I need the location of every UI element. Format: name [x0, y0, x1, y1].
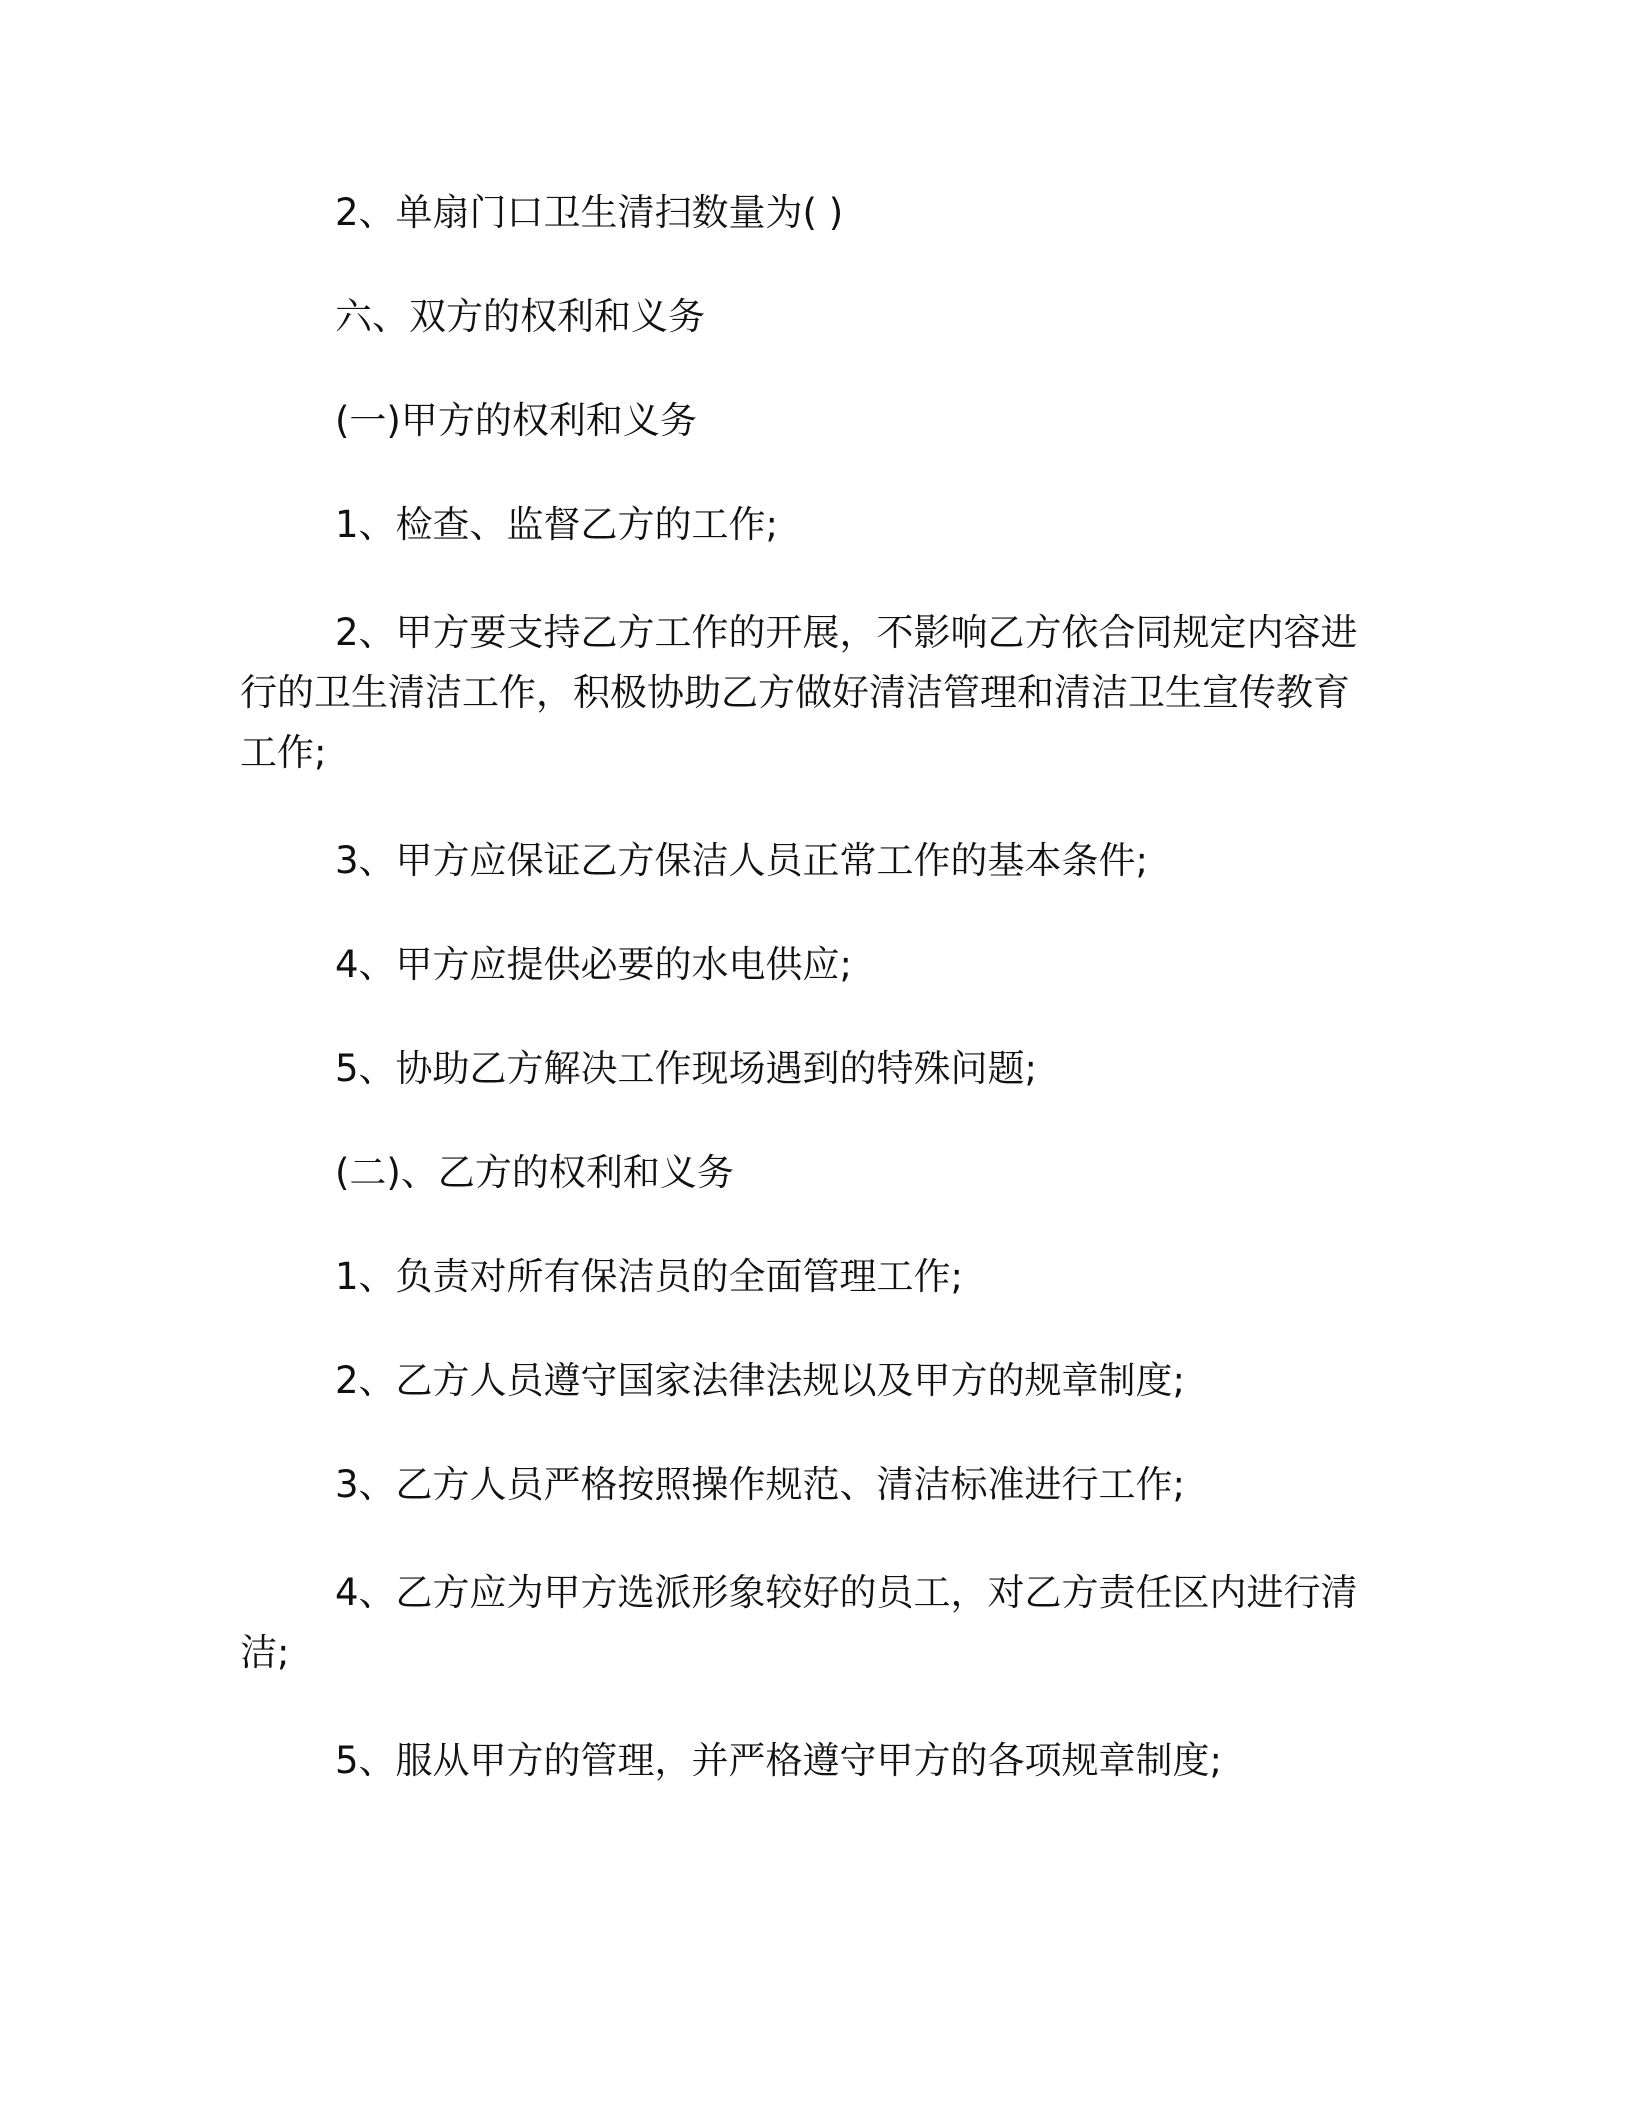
section-heading-rights-obligations: 六、双方的权利和义务 — [335, 295, 705, 338]
document-body — [240, 187, 1360, 1839]
party-a-item-2: 2、甲方要支持乙方工作的开展，不影响乙方依合同规定内容进行的卫生清洁工作，积极协助乙方做好清洁管理和清洁卫生宣传教育工作; — [240, 611, 1358, 774]
party-b-item-4: 4、乙方应为甲方选派形象较好的员工，对乙方责任区内进行清洁; — [240, 1571, 1358, 1674]
subsection-heading-party-a: (一)甲方的权利和义务 — [335, 399, 697, 442]
party-b-item-3: 3、乙方人员严格按照操作规范、清洁标准进行工作; — [335, 1463, 1186, 1506]
party-a-item-4: 4、甲方应提供必要的水电供应; — [335, 943, 853, 986]
party-b-item-2: 2、乙方人员遵守国家法律法规以及甲方的规章制度; — [335, 1359, 1186, 1402]
party-a-item-3: 3、甲方应保证乙方保洁人员正常工作的基本条件; — [335, 839, 1149, 882]
party-a-item-5: 5、协助乙方解决工作现场遇到的特殊问题; — [335, 1047, 1038, 1090]
party-b-item-5: 5、服从甲方的管理，并严格遵守甲方的各项规章制度; — [335, 1739, 1223, 1782]
paragraph-door-cleaning-count: 2、单扇门口卫生清扫数量为( ) — [335, 191, 844, 234]
subsection-heading-party-b: (二)、乙方的权利和义务 — [335, 1151, 734, 1194]
party-b-item-1: 1、负责对所有保洁员的全面管理工作; — [335, 1255, 964, 1298]
party-a-item-1: 1、检查、监督乙方的工作; — [335, 503, 779, 546]
